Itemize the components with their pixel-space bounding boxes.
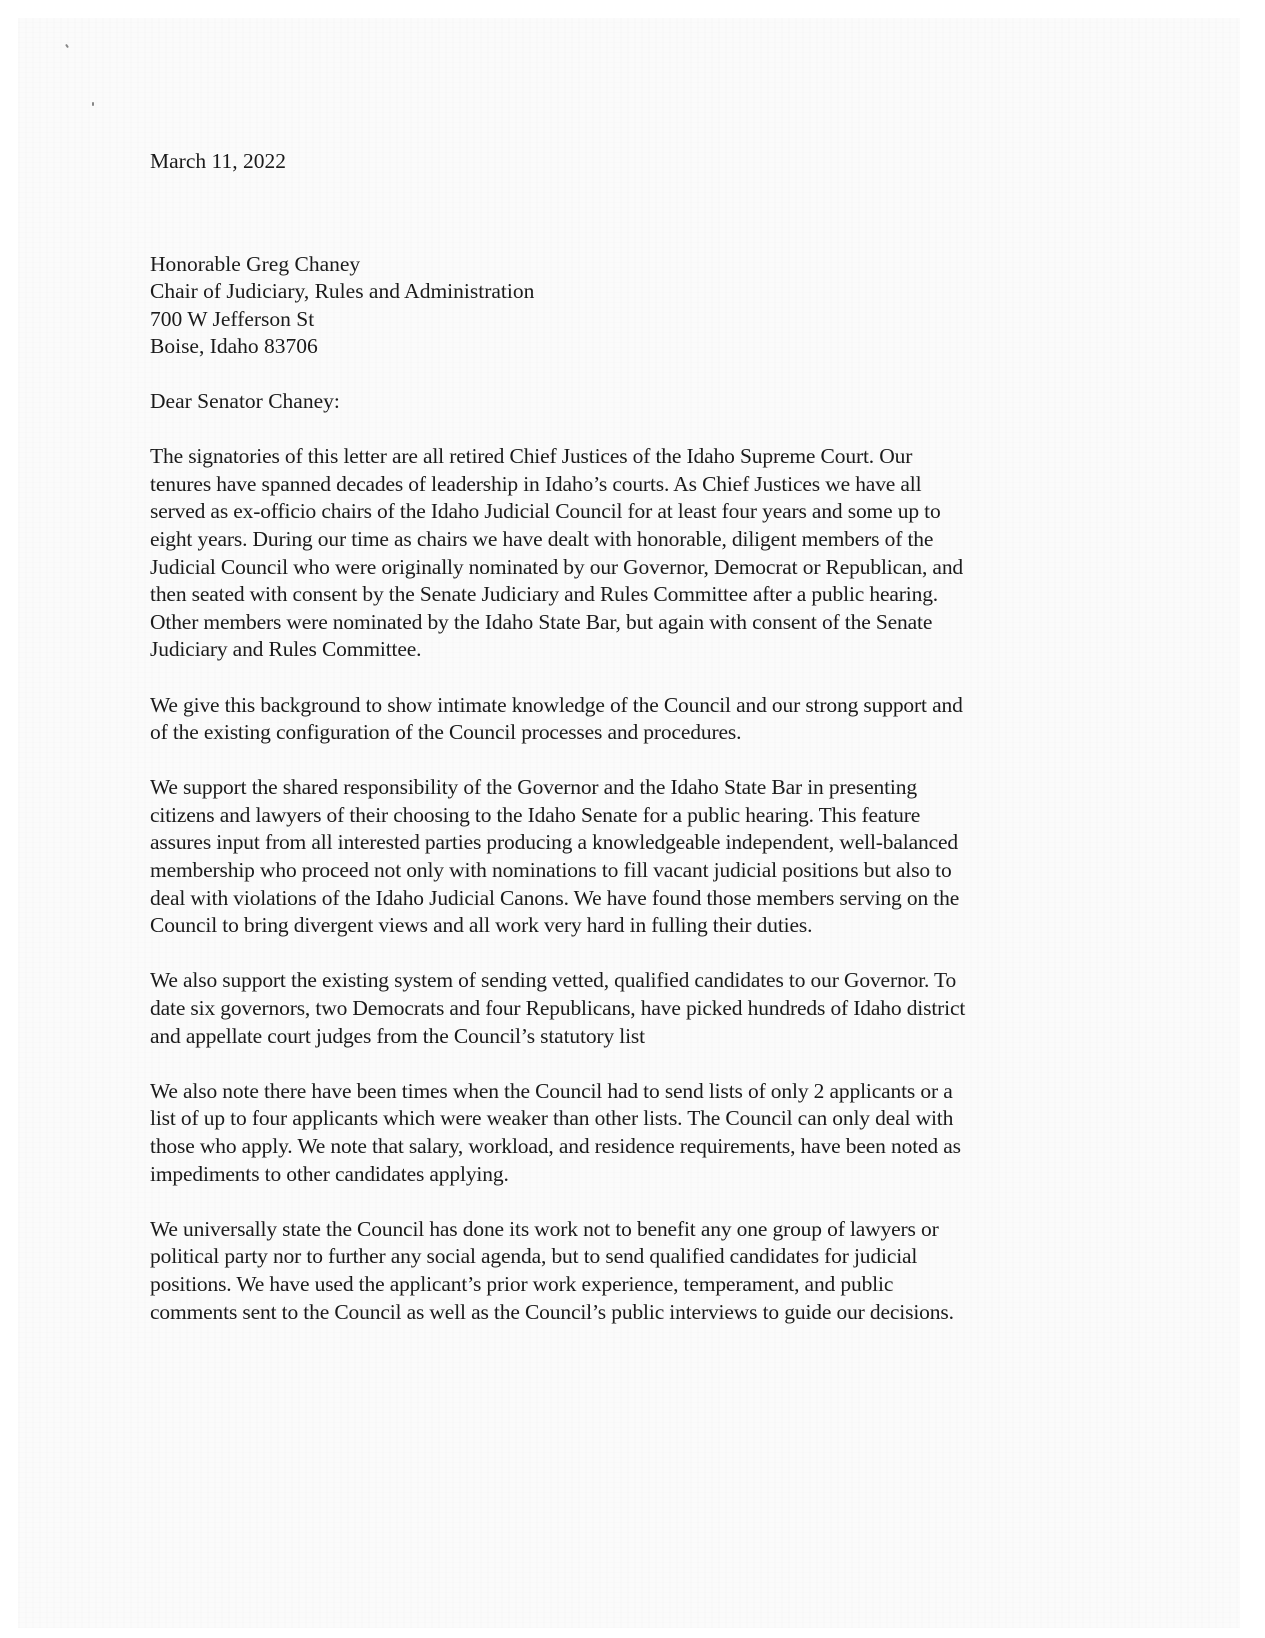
recipient-address (150, 251, 1110, 361)
recipient-street: 700 W Jefferson St (150, 306, 315, 331)
paragraph-line: of the existing configuration of the Council processes and procedures. (150, 720, 742, 745)
paragraph-shared-responsibility (150, 774, 1110, 940)
letter (150, 148, 1110, 1326)
paragraph-line: We also support the existing system of sending vetted, qualified candidates to our Governor. To (150, 968, 957, 993)
recipient-city-state: Boise, Idaho 83706 (150, 334, 318, 359)
paragraph-line: date six governors, two Democrats and four Republicans, have picked hundreds of Idaho district (150, 996, 966, 1021)
paragraph-line: then seated with consent by the Senate Judiciary and Rules Committee after a public hearing. (150, 582, 939, 607)
paragraph-line: political party nor to further any social agenda, but to send qualified candidates for judicial (150, 1244, 918, 1269)
paragraph-applicant-lists (150, 1078, 1110, 1188)
date-line: March 11, 2022 (150, 149, 286, 173)
paragraph-line: Council to bring divergent views and all work very hard in fulling their duties. (150, 913, 813, 938)
paragraph-line: those who apply. We note that salary, workload, and residence requirements, have been noted as (150, 1134, 961, 1158)
paragraph-line: and appellate court judges from the Council’s statutory list (150, 1023, 645, 1048)
salutation (150, 388, 1110, 416)
paragraph-line: positions. We have used the applicant’s prior work experience, temperament, and public (150, 1271, 894, 1296)
recipient-name: Honorable Greg Chaney (150, 251, 361, 276)
paragraph-line: list of up to four applicants which were weaker than other lists. The Council can only deal with (150, 1106, 954, 1131)
paragraph-line: served as ex-officio chairs of the Idaho Judicial Council for at least four years and some up to (150, 499, 941, 524)
paragraph-line: The signatories of this letter are all retired Chief Justices of the Idaho Supreme Court. Our (150, 444, 913, 469)
paragraph-signatories (150, 443, 1110, 664)
paragraph-line: We also note there have been times when the Council had to send lists of only 2 applicants or a (150, 1078, 953, 1103)
paragraph-line: tenures have spanned decades of leadership in Idaho’s courts. As Chief Justices we have all (150, 471, 922, 496)
paragraph-line: deal with violations of the Idaho Judicial Canons. We have found those members serving on the (150, 885, 960, 910)
paragraph-line: impediments to other candidates applying. (150, 1161, 509, 1186)
letter-date (150, 148, 1110, 176)
paragraph-line: citizens and lawyers of their choosing to the Idaho Senate for a public hearing. This feature (150, 802, 921, 827)
paragraph-line: membership who proceed not only with nominations to fill vacant judicial positions but also to (150, 858, 952, 883)
paragraph-universal-statement (150, 1216, 1110, 1326)
paragraph-line: Judicial Council who were originally nominated by our Governor, Democrat or Republican, and (150, 554, 964, 579)
paragraph-line: We give this background to show intimate knowledge of the Council and our strong support and (150, 692, 963, 717)
scan-speck-mark (65, 44, 69, 48)
scan-speck-mark (92, 102, 94, 106)
paragraph-line: Judiciary and Rules Committee. (150, 637, 422, 662)
paragraph-background (150, 692, 1110, 747)
paragraph-existing-system (150, 967, 1110, 1050)
paragraph-line: assures input from all interested parties producing a knowledgeable independent, well-balanced (150, 830, 958, 855)
salutation-line: Dear Senator Chaney: (150, 388, 340, 413)
paragraph-line: comments sent to the Council as well as the Council’s public interviews to guide our decisions. (150, 1299, 954, 1324)
paragraph-line: We support the shared responsibility of the Governor and the Idaho State Bar in presenting (150, 775, 917, 800)
recipient-title: Chair of Judiciary, Rules and Administration (150, 279, 535, 304)
paragraph-line: Other members were nominated by the Idaho State Bar, but again with consent of the Senate (150, 609, 933, 634)
paragraph-line: eight years. During our time as chairs we have dealt with honorable, diligent members of the (150, 526, 934, 551)
paragraph-line: We universally state the Council has done its work not to benefit any one group of lawyers or (150, 1216, 939, 1241)
